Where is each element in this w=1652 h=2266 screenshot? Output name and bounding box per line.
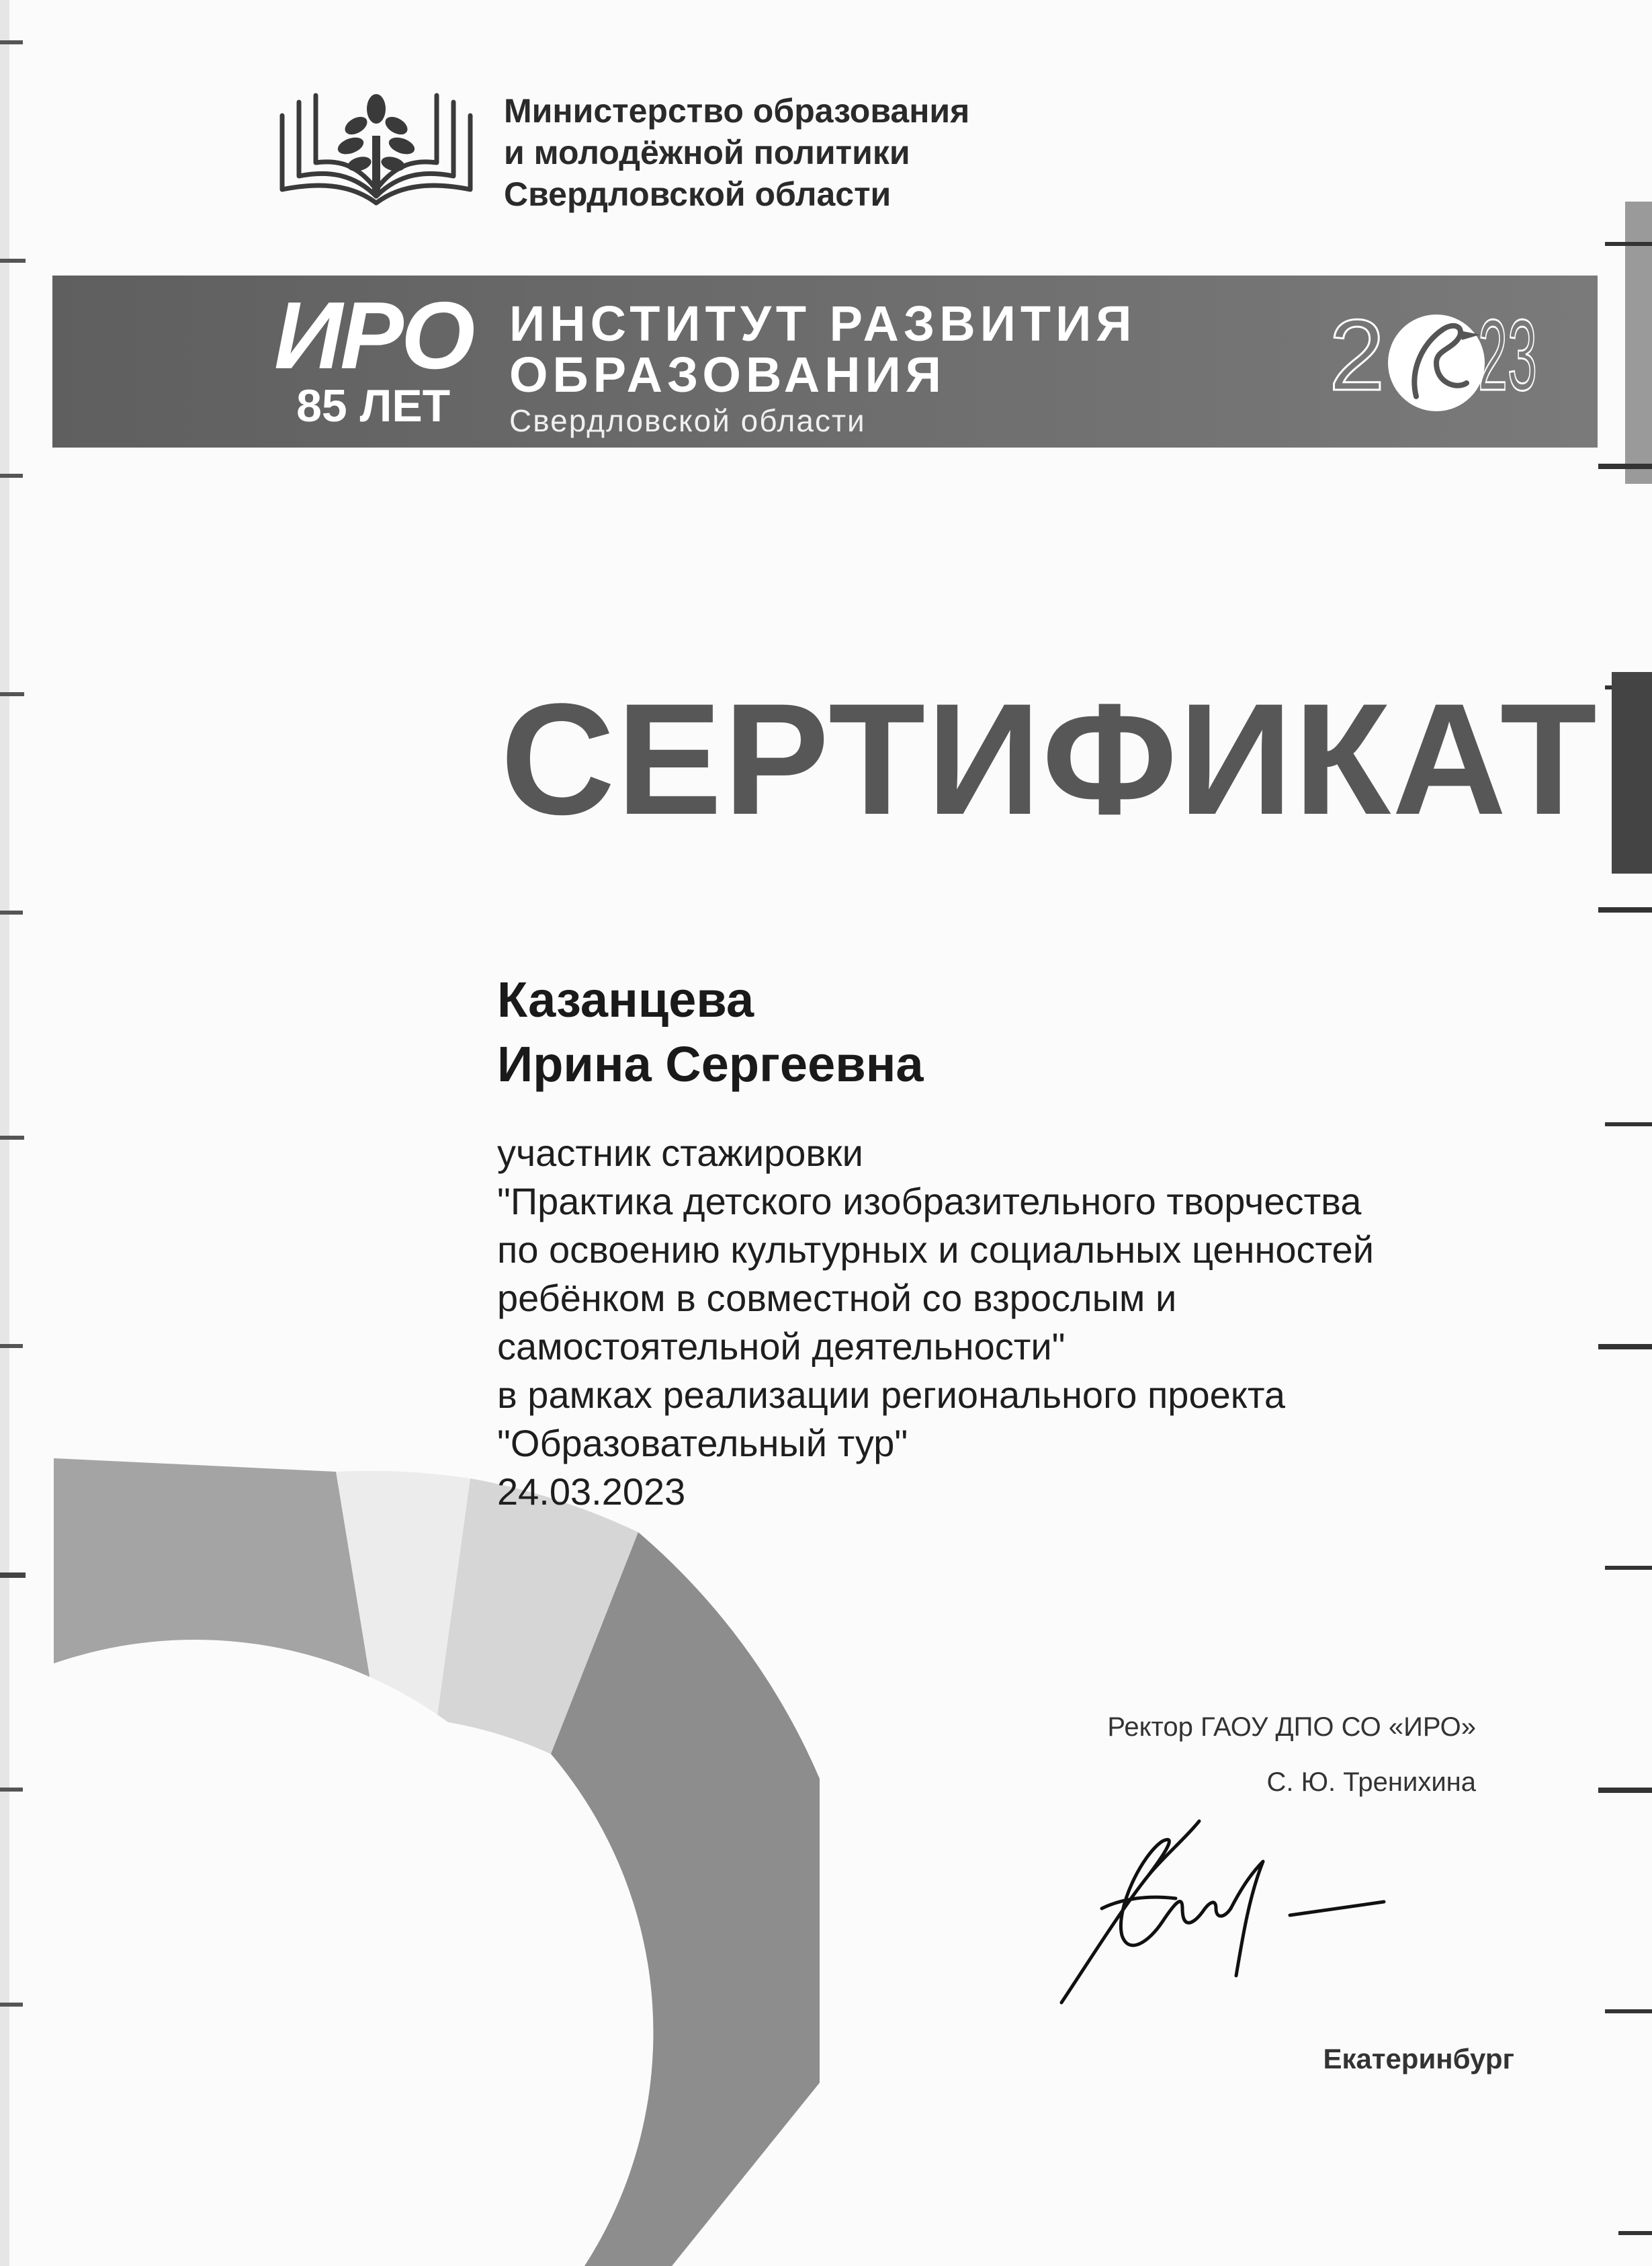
year-emblem-left: 2 — [1329, 298, 1385, 411]
certificate-title: СЕРТИФИКАТ — [501, 671, 1598, 848]
ministry-name-line: Свердловской области — [504, 175, 892, 213]
ministry-book-tree-logo — [269, 89, 484, 216]
description-line: "Образовательный тур" — [497, 1422, 908, 1464]
ministry-name — [504, 90, 969, 215]
scan-edge-left — [0, 0, 27, 2266]
iro-name-region: Свердловской области — [509, 403, 866, 438]
signatory-title: Ректор ГАОУ ДПО СО «ИРО» — [1107, 1712, 1476, 1742]
year-emblem-right: 23 — [1478, 298, 1537, 411]
ministry-header — [269, 89, 969, 216]
certificate-description — [497, 1129, 1374, 1516]
recipient-name — [497, 968, 924, 1097]
issue-date: 24.03.2023 — [497, 1470, 686, 1513]
iro-full-name — [509, 298, 1136, 441]
iro-banner — [52, 276, 1598, 448]
handwritten-signature — [1048, 1774, 1411, 2009]
iro-anniversary: 85 ЛЕТ — [296, 380, 451, 431]
signatory-name: С. Ю. Тренихина — [1266, 1767, 1476, 1797]
iro-name-line: ОБРАЗОВАНИЯ — [509, 347, 946, 403]
year-2023-emblem — [1329, 289, 1537, 437]
description-line: по освоению культурных и социальных ценностей — [497, 1228, 1374, 1271]
recipient-given-name: Ирина Сергеевна — [497, 1036, 924, 1092]
iro-logo — [274, 282, 473, 431]
ministry-name-line: Министерство образования — [504, 92, 970, 130]
issue-city: Екатеринбург — [1323, 2043, 1514, 2074]
description-line: "Практика детского изобразительного творчества — [497, 1180, 1362, 1222]
iro-name-line: ИНСТИТУТ РАЗВИТИЯ — [509, 296, 1137, 351]
iro-abbreviation: ИРО — [274, 282, 473, 389]
description-line: ребёнком в совместной со взрослым и — [497, 1277, 1177, 1319]
ministry-name-line: и молодёжной политики — [504, 134, 910, 171]
description-line: участник стажировки — [497, 1132, 863, 1174]
description-line: самостоятельной деятельности" — [497, 1325, 1066, 1368]
recipient-surname: Казанцева — [497, 972, 754, 1027]
description-line: в рамках реализации регионального проекта — [497, 1374, 1286, 1416]
